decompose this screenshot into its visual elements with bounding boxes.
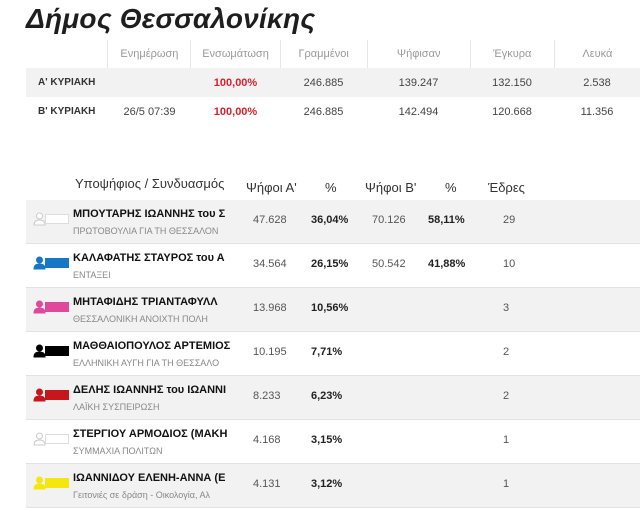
- header-pct-a: %: [325, 180, 337, 195]
- party-name: ΠΡΩΤΟΒΟΥΛΙΑ ΓΙΑ ΤΗ ΘΕΣΣΑΛΟΝ: [73, 226, 219, 236]
- header-votes-b: Ψήφοι Β': [365, 180, 417, 195]
- summary-blank: 2.538: [583, 76, 611, 89]
- summary-row-label: Β' ΚΥΡΙΑΚΗ: [38, 106, 96, 117]
- summary-valid: 120.668: [492, 105, 532, 118]
- party-color-swatch: [45, 346, 69, 356]
- percent-first-round: 3,12%: [311, 478, 343, 490]
- summary-header-integration: Ενσωμάτωση: [190, 40, 279, 68]
- party-name: ΕΛΛΗΝΙΚΗ ΑΥΓΗ ΓΙΑ ΤΗ ΘΕΣΣΑΛΟ: [73, 358, 220, 368]
- candidate-name: ΜΗΤΑΦΙΔΗΣ ΤΡΙΑΝΤΑΦΥΛΛ: [73, 296, 218, 308]
- party-color-swatch: [45, 390, 69, 400]
- party-color-swatch: [45, 302, 69, 312]
- summary-header-blank: Λευκά: [554, 40, 640, 68]
- percent-first-round: 7,71%: [311, 346, 343, 358]
- percent-first-round: 36,04%: [311, 214, 349, 226]
- votes-first-round: 13.968: [253, 302, 287, 314]
- summary-voted: 142.494: [398, 105, 439, 118]
- candidate-name: ΔΕΛΗΣ ΙΩΑΝΝΗΣ του ΙΩΑΝΝΙ: [73, 384, 227, 396]
- percent-first-round: 3,15%: [311, 434, 343, 446]
- summary-integration: 100,00%: [213, 76, 258, 89]
- party-color-swatch: [45, 214, 69, 224]
- candidate-name: ΜΠΟΥΤΑΡΗΣ ΙΩΑΝΝΗΣ του Σ: [73, 208, 226, 220]
- party-name: Γειτονιές σε δράση - Οικολογία, Αλ: [73, 490, 211, 500]
- candidate-name: ΙΩΑΝΝΙΔΟΥ ΕΛΕΝΗ-ΑΝΝΑ (Ε: [73, 472, 226, 484]
- candidate-name: ΚΑΛΑΦΑΤΗΣ ΣΤΑΥΡΟΣ του Α: [73, 252, 225, 264]
- votes-first-round: 4.131: [253, 478, 281, 490]
- seats-count: 1: [503, 434, 510, 446]
- header-candidate: Υποψήφιος / Συνδυασμός: [75, 176, 225, 191]
- summary-row-first-sunday: [26, 68, 640, 97]
- party-name: ΕΝΤΑΞΕΙ: [73, 270, 111, 280]
- turnout-summary-table: [26, 40, 640, 126]
- summary-blank: 11.356: [580, 105, 614, 118]
- summary-header-row: [26, 40, 640, 68]
- candidate-row[interactable]: [26, 288, 640, 332]
- percent-second-round: 41,88%: [428, 258, 466, 270]
- summary-row-second-sunday: [26, 97, 640, 126]
- votes-first-round: 10.195: [253, 346, 287, 358]
- summary-header-voted: Ψήφισαν: [367, 40, 470, 68]
- candidate-name: ΜΑΘΘΑΙΟΠΟΥΛΟΣ ΑΡΤΕΜΙΟΣ: [73, 340, 231, 352]
- candidates-header-row: [26, 170, 640, 200]
- party-name: ΘΕΣΣΑΛΟΝΙΚΗ ΑΝΟΙΧΤΗ ΠΟΛΗ: [73, 314, 208, 324]
- summary-header-registered: Γραμμένοι: [280, 40, 367, 68]
- percent-first-round: 10,56%: [311, 302, 349, 314]
- candidate-row[interactable]: [26, 332, 640, 376]
- seats-count: 2: [503, 390, 510, 402]
- candidates-table: [26, 170, 640, 508]
- candidate-row[interactable]: [26, 464, 640, 508]
- party-color-swatch: [45, 478, 69, 488]
- summary-valid: 132.150: [492, 76, 532, 89]
- party-color-swatch: [45, 258, 69, 268]
- party-color-swatch: [45, 434, 69, 444]
- seats-count: 2: [503, 346, 510, 358]
- seats-count: 10: [503, 258, 516, 270]
- percent-first-round: 6,23%: [311, 390, 343, 402]
- summary-header-valid: Έγκυρα: [470, 40, 554, 68]
- votes-first-round: 8.233: [253, 390, 281, 402]
- summary-row-label: Α' ΚΥΡΙΑΚΗ: [38, 77, 96, 88]
- summary-voted: 139.247: [398, 76, 439, 89]
- summary-integration: 100,00%: [213, 105, 258, 118]
- candidate-name: ΣΤΕΡΓΙΟΥ ΑΡΜΟΔΙΟΣ (ΜΑΚΗ: [73, 428, 228, 440]
- candidate-row[interactable]: [26, 200, 640, 244]
- summary-header-updated: Ενημέρωση: [107, 40, 190, 68]
- percent-second-round: 58,11%: [428, 214, 465, 226]
- summary-registered: 246.885: [303, 105, 344, 118]
- party-name: ΛΑΪΚΗ ΣΥΣΠΕΙΡΩΣΗ: [73, 402, 160, 412]
- seats-count: 3: [503, 302, 510, 314]
- header-seats: Έδρες: [488, 180, 525, 195]
- candidate-row[interactable]: [26, 376, 640, 420]
- candidate-row[interactable]: [26, 420, 640, 464]
- party-name: ΣΥΜΜΑΧΙΑ ΠΟΛΙΤΩΝ: [73, 446, 163, 456]
- seats-count: 29: [503, 214, 516, 226]
- votes-first-round: 34.564: [253, 258, 287, 270]
- summary-updated: 26/5 07:39: [123, 105, 176, 118]
- votes-first-round: 4.168: [253, 434, 281, 446]
- summary-registered: 246.885: [303, 76, 344, 89]
- header-votes-a: Ψήφοι Α': [246, 180, 297, 195]
- votes-second-round: 70.126: [372, 214, 406, 226]
- candidate-row[interactable]: [26, 244, 640, 288]
- votes-first-round: 47.628: [253, 214, 287, 226]
- percent-first-round: 26,15%: [311, 258, 349, 270]
- header-pct-b: %: [445, 180, 457, 195]
- votes-second-round: 50.542: [372, 258, 406, 270]
- seats-count: 1: [503, 478, 510, 490]
- page-title: Δήμος Θεσσαλονίκης: [26, 3, 316, 34]
